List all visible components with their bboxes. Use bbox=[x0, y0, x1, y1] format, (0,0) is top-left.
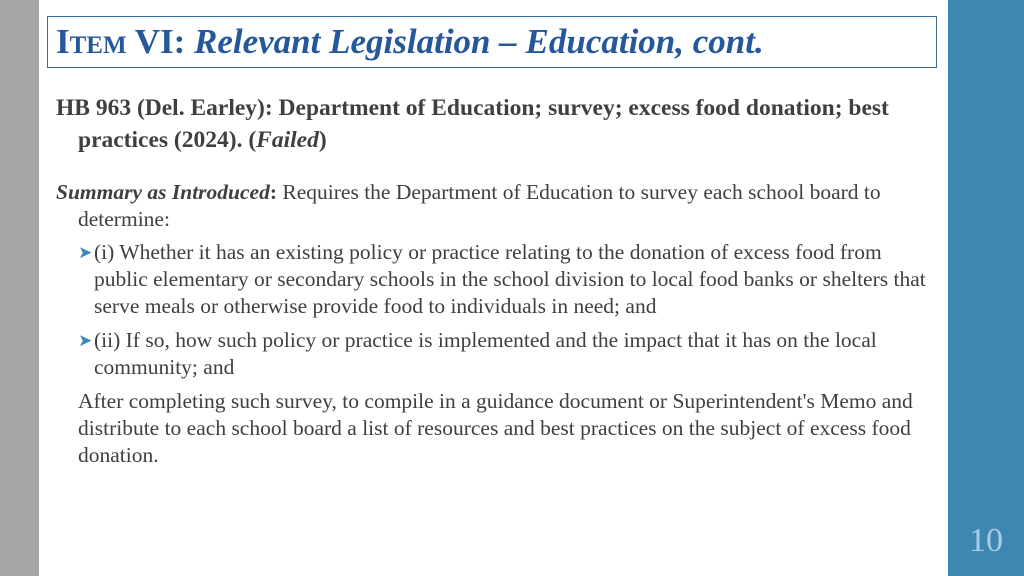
list-item: ➤ (i) Whether it has an existing policy or practice relating to the donation of excess food from public elementary or secondary schools in the school division to local food banks or shelters that serve meals or otherwise provide food to individuals in need; and bbox=[78, 240, 926, 318]
slide-title bbox=[56, 22, 764, 66]
arrow-bullet-icon: ➤ bbox=[78, 331, 93, 350]
bill-status: Failed bbox=[256, 127, 319, 153]
bill-heading: HB 963 (Del. Earley): Department of Education; survey; excess food donation; best practices (2024). (Failed) bbox=[56, 95, 889, 153]
after-paragraph: After completing such survey, to compile in a guidance document or Superintendent's Memo and distribute to each school board a list of resources and best practices on the subject of excess food donation. bbox=[78, 389, 913, 467]
slide-content bbox=[56, 92, 936, 469]
summary-label: Summary as Introduced bbox=[56, 180, 270, 204]
title-box bbox=[47, 16, 937, 68]
title-smallcaps: TEM bbox=[69, 32, 127, 59]
arrow-bullet-icon: ➤ bbox=[78, 243, 93, 262]
title-initial: I bbox=[56, 22, 70, 61]
right-decorative-bar bbox=[948, 0, 1024, 576]
slide-number: 10 bbox=[969, 522, 1003, 559]
list-item: ➤ (ii) If so, how such policy or practice is implemented and the impact that it has on the local community; and bbox=[78, 328, 877, 379]
summary-text: Requires the Department of Education to survey each school board to determine: bbox=[78, 180, 881, 231]
summary-paragraph: Summary as Introduced: Requires the Department of Education to survey each school board to determine: bbox=[56, 180, 881, 231]
title-item-number: VI: bbox=[126, 22, 186, 61]
bullet-list bbox=[56, 239, 936, 381]
left-decorative-bar bbox=[0, 0, 39, 576]
title-subject: Relevant Legislation – Education, cont. bbox=[185, 22, 764, 61]
